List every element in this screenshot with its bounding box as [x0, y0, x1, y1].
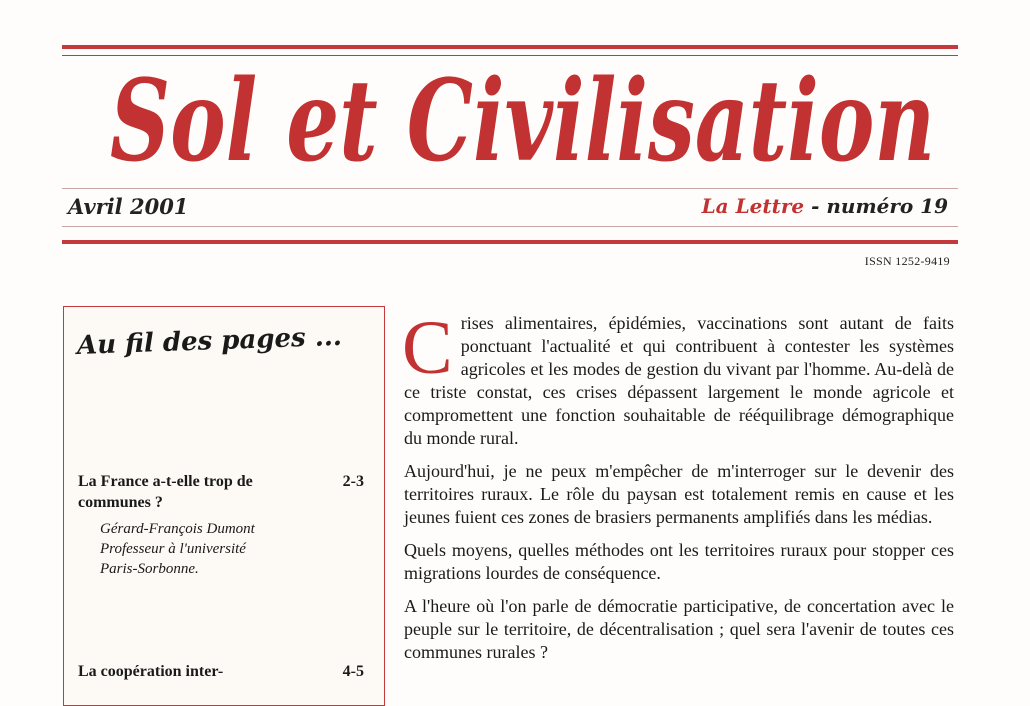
drop-cap: C	[402, 306, 453, 390]
editorial-article	[402, 306, 954, 674]
toc-item-author	[100, 519, 364, 579]
toc-item-title: La France a-t-elle trop de communes ?	[78, 473, 253, 511]
issue-date: Avril 2001	[68, 194, 189, 219]
toc-item-title: La coopération inter-	[78, 663, 224, 680]
masthead-title: Sol et Civilisation	[110, 56, 935, 187]
article-paragraph: Aujourd'hui, je ne peux m'empêcher de m'interroger sur le devenir des territoires ruraux. Le rôle du paysan est totalement remis en cause et les jeunes fuient ces zones de brasiers permanents amplifiés dans les médias.	[404, 461, 954, 527]
sidebar-heading: Au fil des pages ...	[76, 321, 343, 361]
masthead-divider	[62, 188, 958, 189]
top-rule-thick	[62, 45, 958, 49]
toc-item-pages: 4-5	[342, 663, 364, 680]
article-paragraph: A l'heure où l'on parle de démocratie participative, de concertation avec le peuple sur le territoire, de décentralisation ; quel sera l'avenir de toutes ces communes rurales ?	[404, 596, 954, 662]
author-name: Gérard-François Dumont	[100, 521, 255, 537]
paragraph-text: rises alimentaires, épidémies, vaccinations sont autant de faits ponctuant l'actualité et qui contribuent à contester les systèmes agricoles et les modes de gestion du vivant par l'homme. Au-delà de ce triste constat, ces crises dépassent largement le monde agricole et compromettent une fonction souhaitable de rééquilibrage démographique du monde rural.	[404, 313, 954, 448]
issn: ISSN 1252-9419	[864, 254, 950, 268]
article-paragraph	[402, 306, 954, 450]
toc-item[interactable]	[78, 471, 364, 579]
toc-item-pages: 2-3	[342, 473, 364, 490]
bottom-rule-thick	[62, 240, 958, 244]
author-affiliation: Paris-Sorbonne.	[100, 561, 199, 577]
masthead-logo	[110, 52, 940, 187]
author-role: Professeur à l'université	[100, 541, 246, 557]
toc-item[interactable]	[78, 661, 364, 682]
issue-label	[702, 194, 948, 218]
masthead-lower-divider	[62, 226, 958, 227]
article-paragraph: Quels moyens, quelles méthodes ont les territoires ruraux pour stopper ces migrations lourdes de conséquence.	[404, 540, 954, 583]
issue-number: - numéro 19	[811, 194, 948, 218]
letter-label: La Lettre	[701, 194, 805, 218]
contents-sidebar	[63, 306, 385, 706]
